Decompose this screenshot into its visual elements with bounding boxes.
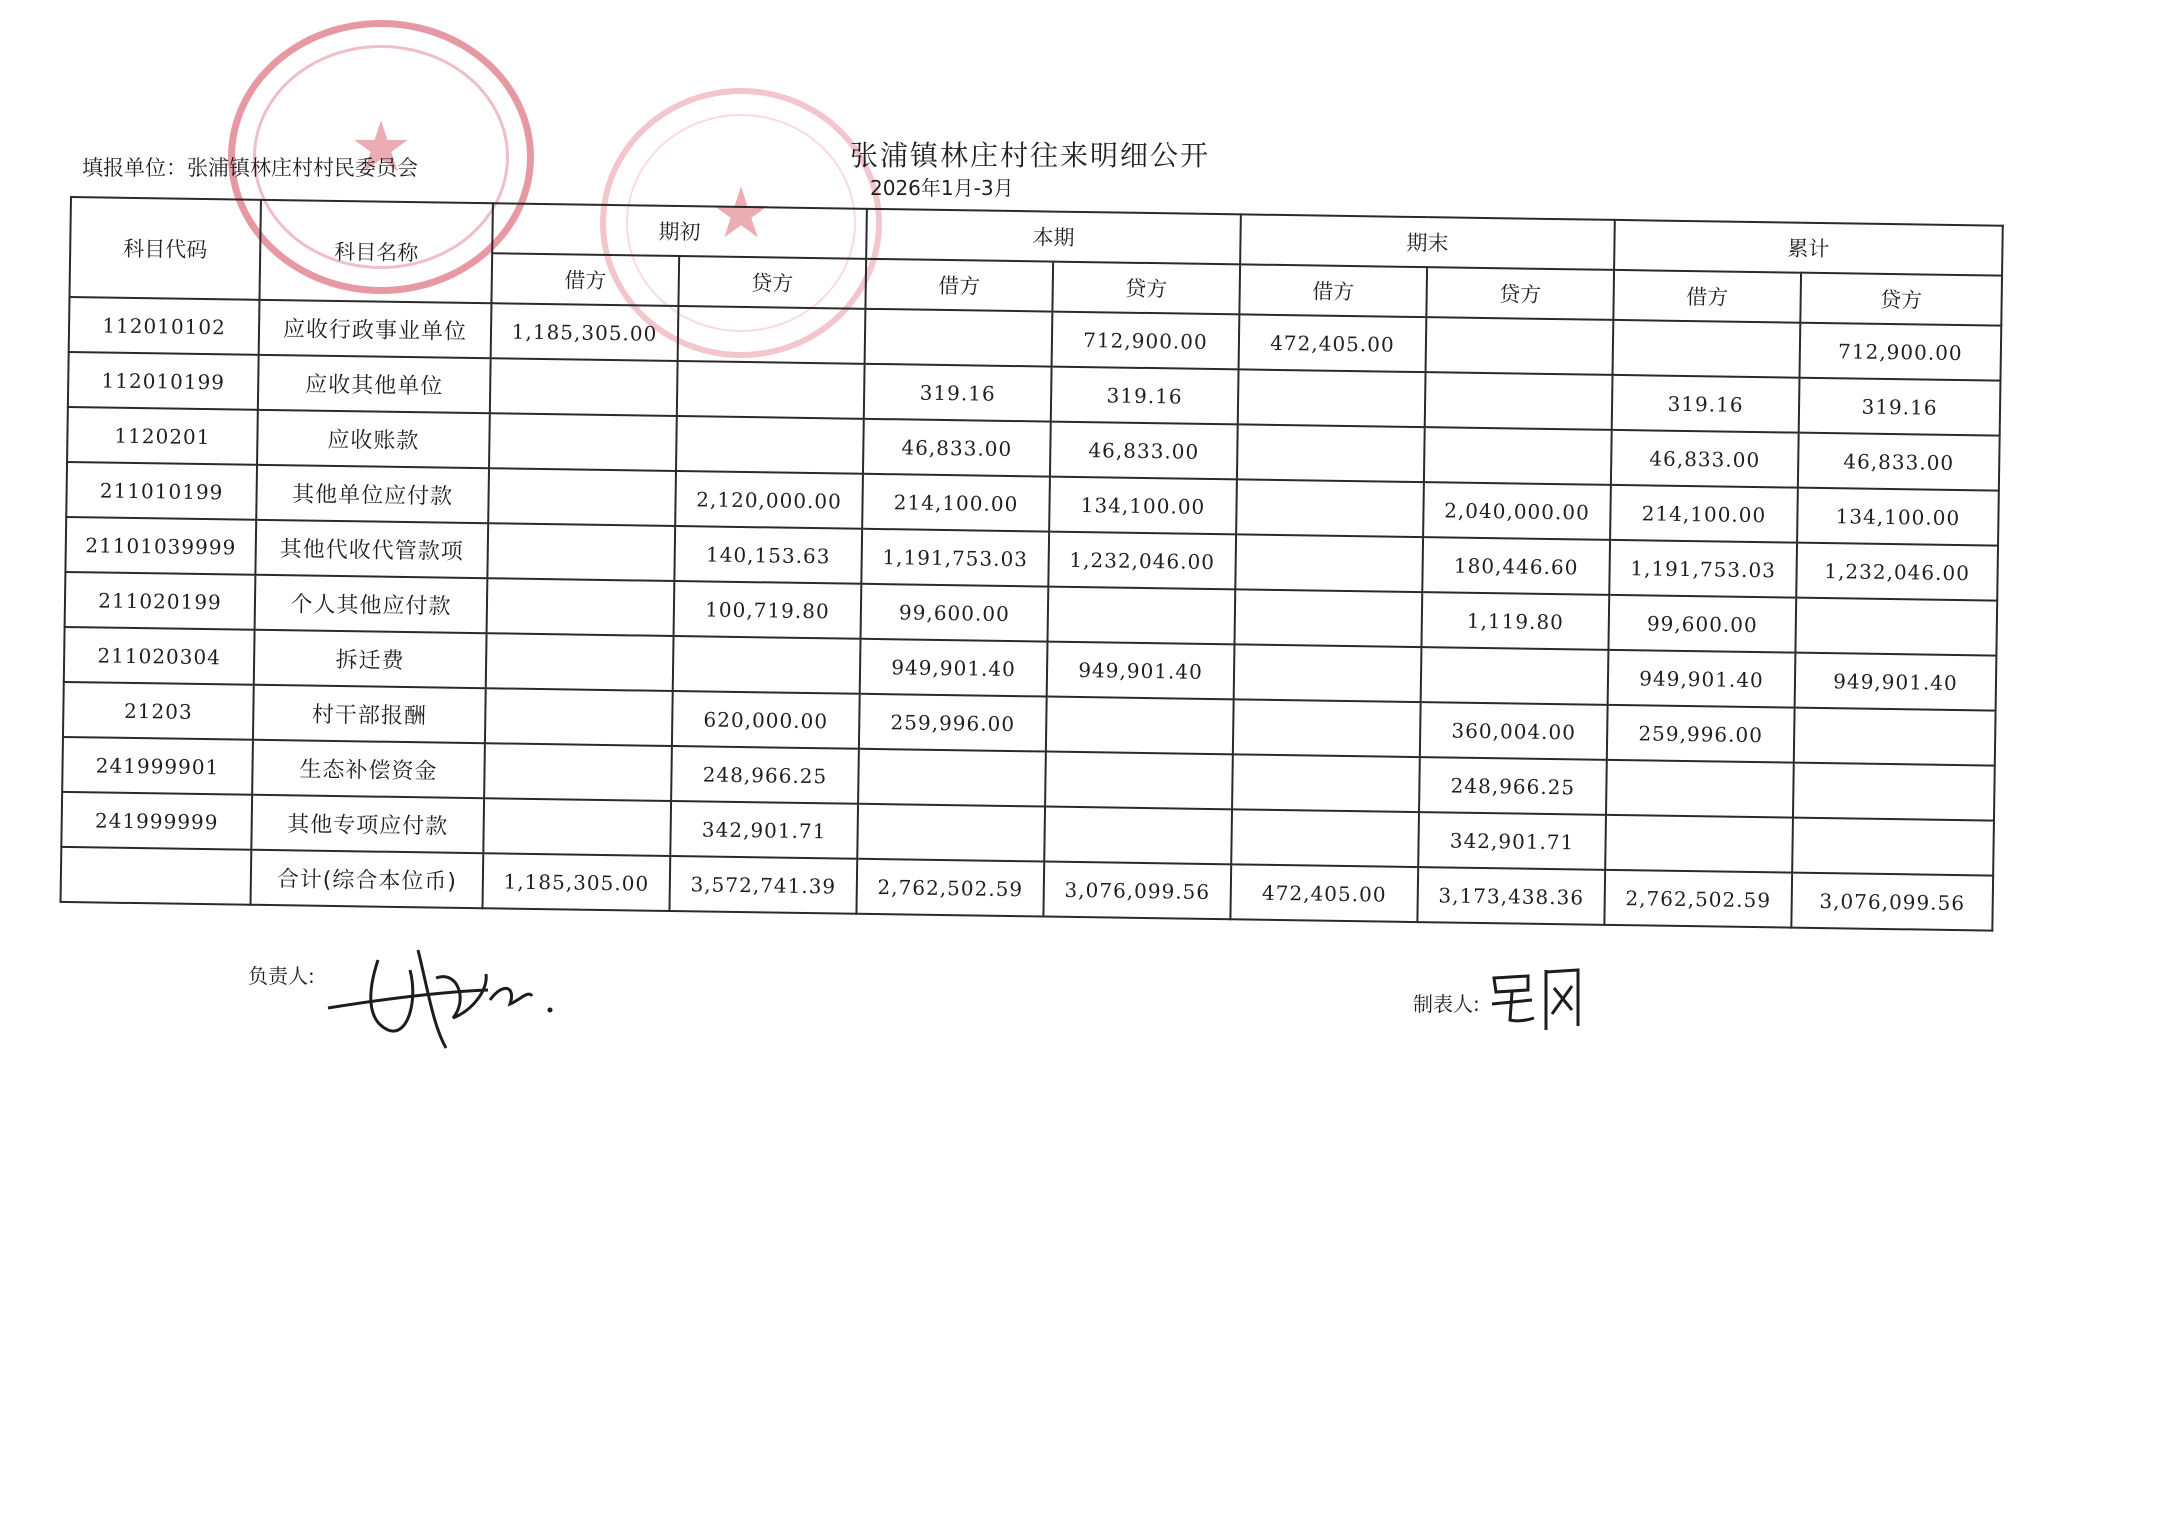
opening-debit — [490, 358, 678, 416]
closing-debit — [1236, 479, 1424, 537]
cumulative-debit: 99,600.00 — [1608, 595, 1796, 653]
account-code: 211020304 — [64, 627, 255, 685]
account-name: 拆迁费 — [254, 630, 487, 688]
header-closing: 期末 — [1240, 214, 1615, 270]
responsible-person-label: 负责人: — [248, 964, 315, 988]
header-cumulative: 累计 — [1614, 220, 2003, 276]
cumulative-credit: 1,232,046.00 — [1796, 543, 1998, 601]
closing-credit: 180,446.60 — [1422, 537, 1610, 595]
preparer-signature — [1488, 960, 1598, 1040]
closing-credit: 3,173,438.36 — [1417, 867, 1605, 925]
current-debit: 949,901.40 — [860, 639, 1048, 697]
current-credit: 3,076,099.56 — [1043, 862, 1231, 920]
opening-debit — [489, 413, 677, 471]
closing-credit: 342,901.71 — [1418, 812, 1606, 870]
closing-debit — [1234, 589, 1422, 647]
current-credit — [1044, 807, 1232, 865]
current-credit: 134,100.00 — [1049, 477, 1237, 535]
header-closing-debit: 借方 — [1239, 264, 1427, 317]
header-current-credit: 贷方 — [1052, 262, 1240, 315]
cumulative-credit: 46,833.00 — [1798, 433, 2000, 491]
header-code: 科目代码 — [70, 197, 261, 300]
account-code: 112010199 — [68, 352, 259, 410]
cumulative-debit — [1606, 760, 1794, 818]
current-credit — [1045, 752, 1233, 810]
opening-debit — [484, 743, 672, 801]
closing-credit: 2,040,000.00 — [1423, 482, 1611, 540]
reporting-period: 2026年1月-3月 — [870, 176, 1014, 200]
cumulative-credit: 3,076,099.56 — [1791, 873, 1993, 931]
account-code: 241999901 — [62, 737, 253, 795]
closing-debit — [1231, 809, 1419, 867]
closing-credit — [1426, 317, 1614, 375]
closing-debit — [1237, 424, 1425, 482]
current-credit: 319.16 — [1051, 367, 1239, 425]
account-name: 其他代收代管款项 — [255, 520, 488, 578]
account-name: 应收行政事业单位 — [259, 300, 492, 358]
cumulative-credit: 712,900.00 — [1799, 323, 2001, 381]
opening-credit — [677, 361, 865, 419]
opening-credit: 2,120,000.00 — [675, 471, 863, 529]
account-name: 应收其他单位 — [258, 355, 491, 413]
account-code: 241999999 — [61, 792, 252, 850]
official-seal-stamp: ★ — [228, 20, 534, 294]
cumulative-credit: 319.16 — [1799, 378, 2001, 436]
opening-credit — [678, 306, 866, 364]
cumulative-credit — [1793, 763, 1995, 821]
cumulative-credit — [1795, 598, 1997, 656]
opening-debit — [487, 523, 675, 581]
cumulative-debit: 319.16 — [1612, 375, 1800, 433]
cumulative-debit — [1613, 320, 1801, 378]
closing-debit — [1232, 754, 1420, 812]
current-debit: 319.16 — [864, 364, 1052, 422]
opening-debit — [483, 798, 671, 856]
account-code: 21203 — [63, 682, 254, 740]
current-debit: 46,833.00 — [863, 419, 1051, 477]
cumulative-debit — [1605, 815, 1793, 873]
opening-debit — [487, 578, 675, 636]
account-name: 其他单位应付款 — [256, 465, 489, 523]
cumulative-credit: 134,100.00 — [1797, 488, 1999, 546]
cumulative-credit — [1794, 708, 1996, 766]
cumulative-debit: 214,100.00 — [1610, 485, 1798, 543]
opening-credit: 248,966.25 — [671, 746, 859, 804]
closing-debit — [1238, 369, 1426, 427]
header-opening-debit: 借方 — [491, 253, 679, 306]
closing-credit — [1425, 372, 1613, 430]
account-code: 21101039999 — [65, 517, 256, 575]
current-credit: 712,900.00 — [1052, 312, 1240, 370]
preparer-label: 制表人: — [1413, 992, 1480, 1016]
header-current-debit: 借方 — [865, 259, 1053, 312]
header-opening: 期初 — [492, 203, 867, 259]
opening-credit: 140,153.63 — [674, 526, 862, 584]
closing-credit: 1,119.80 — [1421, 592, 1609, 650]
cumulative-debit: 259,996.00 — [1607, 705, 1795, 763]
header-name: 科目名称 — [259, 200, 492, 303]
opening-credit: 100,719.80 — [674, 581, 862, 639]
ledger-table — [60, 196, 2004, 932]
account-code: 211020199 — [65, 572, 256, 630]
opening-credit: 342,901.71 — [670, 801, 858, 859]
account-code: 1120201 — [67, 407, 258, 465]
opening-credit — [673, 636, 861, 694]
closing-debit — [1233, 699, 1421, 757]
closing-debit — [1235, 534, 1423, 592]
account-code: 211010199 — [66, 462, 257, 520]
finance-seal-stamp: ★ — [600, 88, 882, 358]
header-current: 本期 — [866, 209, 1241, 265]
cumulative-debit: 46,833.00 — [1611, 430, 1799, 488]
current-credit: 46,833.00 — [1050, 422, 1238, 480]
header-opening-credit: 贷方 — [678, 256, 866, 309]
closing-debit — [1234, 644, 1422, 702]
closing-debit: 472,405.00 — [1239, 314, 1427, 372]
opening-debit — [488, 468, 676, 526]
current-debit — [865, 309, 1053, 367]
closing-credit — [1424, 427, 1612, 485]
opening-credit: 3,572,741.39 — [669, 856, 857, 914]
header-cumulative-credit: 贷方 — [1800, 273, 2002, 326]
reporting-unit: 填报单位：张浦镇林庄村村民委员会 — [82, 156, 418, 180]
account-code — [61, 847, 252, 905]
current-debit — [858, 749, 1046, 807]
opening-debit: 1,185,305.00 — [491, 303, 679, 361]
current-debit — [857, 804, 1045, 862]
current-credit — [1046, 697, 1234, 755]
opening-debit — [486, 633, 674, 691]
closing-credit — [1421, 647, 1609, 705]
cumulative-credit: 949,901.40 — [1795, 653, 1997, 711]
cumulative-debit: 949,901.40 — [1608, 650, 1796, 708]
closing-debit: 472,405.00 — [1230, 864, 1418, 922]
header-closing-credit: 贷方 — [1426, 267, 1614, 320]
total-label: 合计(综合本位币) — [251, 850, 484, 908]
cumulative-credit — [1792, 818, 1994, 876]
account-name: 村干部报酬 — [253, 685, 486, 743]
account-name: 生态补偿资金 — [252, 740, 485, 798]
account-name: 其他专项应付款 — [251, 795, 484, 853]
current-debit: 1,191,753.03 — [861, 529, 1049, 587]
account-name: 应收账款 — [257, 410, 490, 468]
current-debit: 214,100.00 — [862, 474, 1050, 532]
closing-credit: 248,966.25 — [1419, 757, 1607, 815]
header-cumulative-debit: 借方 — [1613, 270, 1801, 323]
account-code: 112010102 — [69, 297, 260, 355]
current-credit: 949,901.40 — [1047, 642, 1235, 700]
current-debit: 99,600.00 — [861, 584, 1049, 642]
current-credit — [1047, 587, 1235, 645]
responsible-signature — [318, 930, 578, 1060]
opening-debit: 1,185,305.00 — [482, 853, 670, 911]
account-name: 个人其他应付款 — [255, 575, 488, 633]
current-credit: 1,232,046.00 — [1048, 532, 1236, 590]
opening-debit — [485, 688, 673, 746]
closing-credit: 360,004.00 — [1420, 702, 1608, 760]
document-title: 张浦镇林庄村往来明细公开 — [850, 139, 1211, 172]
opening-credit: 620,000.00 — [672, 691, 860, 749]
current-debit: 2,762,502.59 — [856, 859, 1044, 917]
opening-credit — [676, 416, 864, 474]
cumulative-debit: 2,762,502.59 — [1604, 870, 1792, 928]
cumulative-debit: 1,191,753.03 — [1609, 540, 1797, 598]
current-debit: 259,996.00 — [859, 694, 1047, 752]
